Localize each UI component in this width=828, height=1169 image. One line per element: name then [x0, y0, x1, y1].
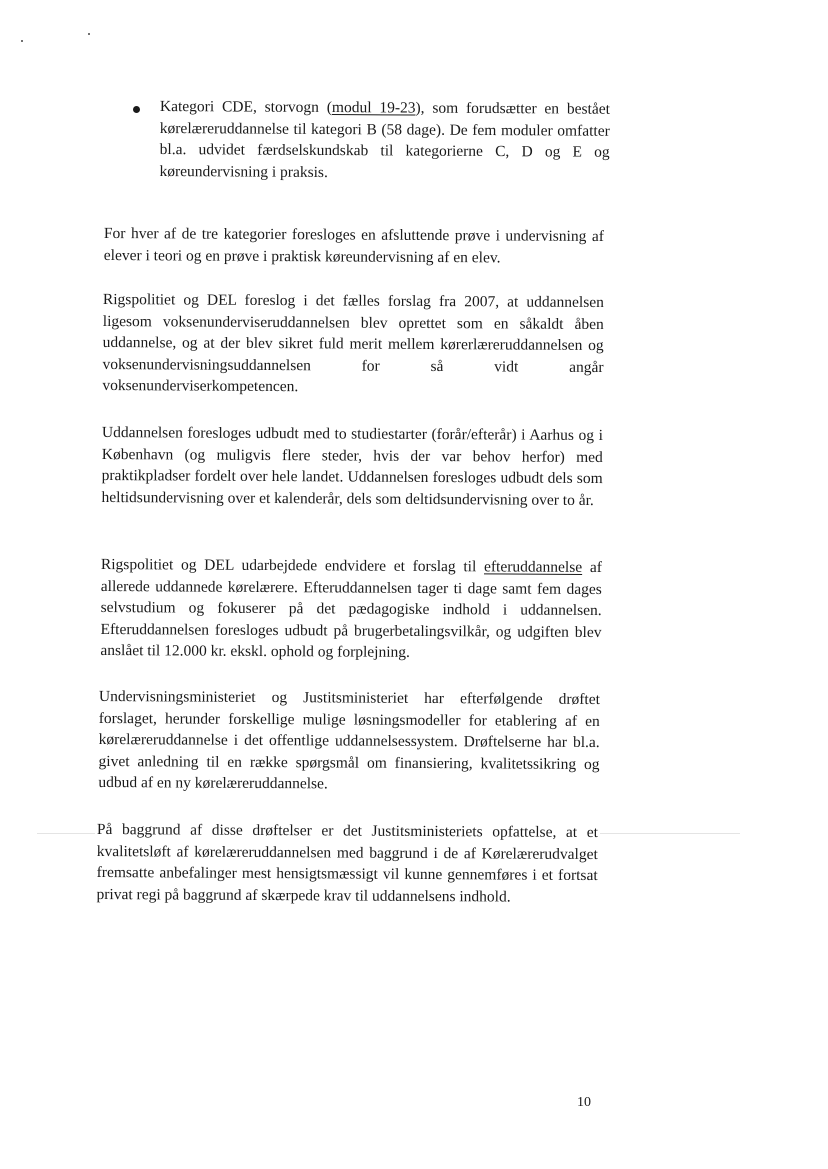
paragraph-further-education-start: Rigspolitiet og DEL udarbejdede endvidere et forslag til	[100, 555, 485, 575]
bullet-item-text	[159, 96, 610, 185]
bullet-text-end: ), som forudsætter en bestået kørelæreruddannelse til kategori B (58 dage). De fem moduler omfatter bl.a. udvidet færdselskundskab til kategorierne C, D og E og køreundervisning i praksis.	[159, 99, 610, 181]
faint-scan-line	[37, 833, 95, 834]
paragraph-conclusion: På baggrund af disse drøftelser er det Justitsministeriets opfattelse, at et kvalitetsløft af kørelæreruddannelsen med baggrund i de af Kørelærerudvalget fremsatte anbefalinger mest hensigtsmæssigt vil kunne gennemføres i et fortsat privat regi på baggrund af skærpede krav til uddannelsens indhold.	[96, 820, 598, 905]
paragraph-further-education	[100, 554, 602, 665]
module-reference-link[interactable]: modul 19-23	[331, 99, 416, 117]
scan-speck	[21, 40, 23, 42]
paragraph-final-exams: For hver af de tre kategorier foresloges en afsluttende prøve i undervisning af elever i teori og en prøve i praktisk køreundervisning af en elev.	[103, 224, 604, 266]
bullet-list-item	[138, 96, 610, 182]
scan-speck	[88, 33, 90, 35]
bullet-dot-icon	[133, 106, 140, 113]
paragraph-open-education: Rigspolitiet og DEL foreslog i det fælles forslag fra 2007, at uddannelsen ligesom voksenunderviseruddannelsen blev oprettet som en såkaldt åben uddannelse, og at der blev sikret fuld merit mellem kørerlæreruddannelsen og voksenundervisningsuddannelsen for så vidt angår voksenunderviserkompetencen.	[102, 290, 604, 395]
further-education-link[interactable]: efteruddannelse	[483, 557, 583, 576]
paragraph-ministry-discussions: Undervisningsministeriet og Justitsministeriet har efterfølgende drøftet forslaget, herunder forskellige mulige løsningsmodeller for etablering af en kørelæreruddannelse i det offentlige uddannelsessystem. Drøftelserne har bl.a. givet anledning til en række spørgsmål om finansiering, kvalitetssikring og udbud af en ny kørelæreruddannelse.	[98, 687, 600, 792]
faint-scan-line	[600, 833, 740, 834]
bullet-text-start: Kategori CDE, storvogn (	[159, 97, 332, 117]
paragraph-further-education-end: af allerede uddannede kørelærere. Efteruddannelsen tager ti dage samt fem dages selvstudium og fokuserer på det pædagogiske indhold i uddannelsen. Efteruddannelsen foresloges udbudt på brugerbetalingsvilkår, og udgiften blev anslået til 12.000 kr. ekskl. ophold og forplejning.	[100, 558, 602, 661]
page-number: 10	[577, 1095, 591, 1110]
paragraph-study-starts: Uddannelsen foresloges udbudt med to studiestarter (forår/efterår) i Aarhus og i København (og muligvis flere steder, hvis der var behov herfor) med praktikpladser fordelt over hele landet. Uddannelsen foresloges udbudt dels som heltidsundervisning over et kalenderår, dels som deltidsundervisning over to år.	[101, 423, 603, 509]
